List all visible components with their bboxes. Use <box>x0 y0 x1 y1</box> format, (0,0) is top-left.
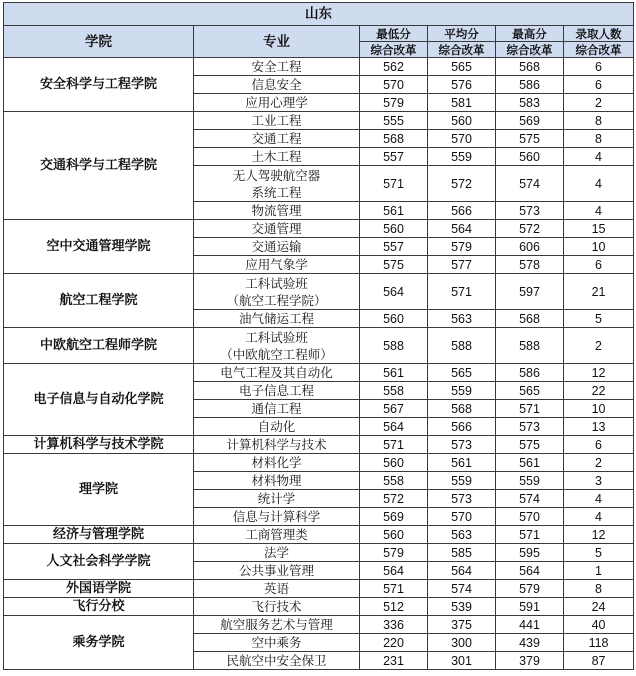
admitted-count-cell: 1 <box>564 562 634 580</box>
max-score-cell: 441 <box>496 616 564 634</box>
avg-score-cell: 564 <box>428 562 496 580</box>
admission-table-container <box>3 2 633 670</box>
major-cell: 交通管理 <box>194 220 360 238</box>
college-cell: 外国语学院 <box>4 580 194 598</box>
avg-score-cell: 570 <box>428 130 496 148</box>
admitted-count-cell: 2 <box>564 454 634 472</box>
min-score-cell: 575 <box>360 256 428 274</box>
major-cell: 应用心理学 <box>194 94 360 112</box>
min-score-cell: 561 <box>360 202 428 220</box>
max-score-cell: 578 <box>496 256 564 274</box>
table-row <box>4 220 634 238</box>
avg-score-cell: 585 <box>428 544 496 562</box>
max-score-cell: 568 <box>496 58 564 76</box>
min-score-cell: 560 <box>360 526 428 544</box>
admitted-count-cell: 3 <box>564 472 634 490</box>
min-score-cell: 572 <box>360 490 428 508</box>
admitted-count-cell: 13 <box>564 418 634 436</box>
avg-score-cell: 301 <box>428 652 496 670</box>
admitted-count-cell: 5 <box>564 310 634 328</box>
max-score-cell: 586 <box>496 76 564 94</box>
avg-score-cell: 375 <box>428 616 496 634</box>
avg-score-cell: 561 <box>428 454 496 472</box>
avg-score-cell: 568 <box>428 400 496 418</box>
admitted-count-cell: 6 <box>564 436 634 454</box>
major-cell: 材料物理 <box>194 472 360 490</box>
min-score-cell: 568 <box>360 130 428 148</box>
table-body <box>4 58 634 670</box>
max-score-cell: 574 <box>496 166 564 202</box>
max-score-cell: 583 <box>496 94 564 112</box>
max-score-cell: 559 <box>496 472 564 490</box>
college-cell: 人文社会科学学院 <box>4 544 194 580</box>
min-score-cell: 564 <box>360 274 428 310</box>
major-cell: 工科试验班 （航空工程学院） <box>194 274 360 310</box>
table-row <box>4 328 634 364</box>
max-score-cell: 591 <box>496 598 564 616</box>
table-title: 山东 <box>4 3 634 26</box>
min-score-cell: 579 <box>360 94 428 112</box>
table-row <box>4 544 634 562</box>
avg-score-cell: 565 <box>428 364 496 382</box>
avg-score-cell: 579 <box>428 238 496 256</box>
avg-score-header: 平均分 <box>428 26 496 42</box>
college-cell: 航空工程学院 <box>4 274 194 328</box>
major-cell: 工业工程 <box>194 112 360 130</box>
major-cell: 统计学 <box>194 490 360 508</box>
max-score-cell: 439 <box>496 634 564 652</box>
major-cell: 英语 <box>194 580 360 598</box>
min-score-cell: 555 <box>360 112 428 130</box>
min-score-cell: 220 <box>360 634 428 652</box>
max-score-cell: 579 <box>496 580 564 598</box>
table-row <box>4 58 634 76</box>
admitted-count-cell: 4 <box>564 202 634 220</box>
major-cell: 法学 <box>194 544 360 562</box>
major-cell: 飞行技术 <box>194 598 360 616</box>
avg-score-cell: 588 <box>428 328 496 364</box>
major-cell: 空中乘务 <box>194 634 360 652</box>
admitted-count-cell: 10 <box>564 238 634 256</box>
avg-score-cell: 559 <box>428 472 496 490</box>
max-score-cell: 568 <box>496 310 564 328</box>
max-score-cell: 572 <box>496 220 564 238</box>
avg-score-cell: 566 <box>428 418 496 436</box>
admitted-count-cell: 12 <box>564 526 634 544</box>
table-row <box>4 274 634 310</box>
min-score-cell: 562 <box>360 58 428 76</box>
major-cell: 自动化 <box>194 418 360 436</box>
major-cell: 工商管理类 <box>194 526 360 544</box>
min-score-cell: 557 <box>360 148 428 166</box>
min-score-cell: 564 <box>360 562 428 580</box>
admitted-count-cell: 2 <box>564 94 634 112</box>
max-score-header: 最高分 <box>496 26 564 42</box>
college-cell: 安全科学与工程学院 <box>4 58 194 112</box>
min-score-cell: 579 <box>360 544 428 562</box>
major-cell: 无人驾驶航空器 系统工程 <box>194 166 360 202</box>
avg-score-cell: 563 <box>428 526 496 544</box>
avg-score-cell: 574 <box>428 580 496 598</box>
admitted-count-cell: 8 <box>564 112 634 130</box>
max-score-cell: 606 <box>496 238 564 256</box>
avg-score-cell: 573 <box>428 490 496 508</box>
max-score-subheader: 综合改革 <box>496 42 564 58</box>
avg-score-cell: 564 <box>428 220 496 238</box>
max-score-cell: 588 <box>496 328 564 364</box>
min-score-cell: 560 <box>360 220 428 238</box>
admitted-count-cell: 8 <box>564 580 634 598</box>
min-score-cell: 557 <box>360 238 428 256</box>
table-row <box>4 364 634 382</box>
min-score-cell: 569 <box>360 508 428 526</box>
college-header: 学院 <box>4 26 194 58</box>
table-row <box>4 580 634 598</box>
college-cell: 计算机科学与技术学院 <box>4 436 194 454</box>
major-cell: 计算机科学与技术 <box>194 436 360 454</box>
admitted-count-cell: 4 <box>564 148 634 166</box>
max-score-cell: 570 <box>496 508 564 526</box>
admitted-count-cell: 4 <box>564 166 634 202</box>
avg-score-cell: 573 <box>428 436 496 454</box>
avg-score-cell: 563 <box>428 310 496 328</box>
max-score-cell: 560 <box>496 148 564 166</box>
major-cell: 信息与计算科学 <box>194 508 360 526</box>
major-cell: 物流管理 <box>194 202 360 220</box>
avg-score-cell: 539 <box>428 598 496 616</box>
college-cell: 飞行分校 <box>4 598 194 616</box>
min-score-cell: 561 <box>360 364 428 382</box>
max-score-cell: 571 <box>496 400 564 418</box>
min-score-cell: 571 <box>360 166 428 202</box>
major-cell: 电子信息工程 <box>194 382 360 400</box>
table-row <box>4 616 634 634</box>
major-cell: 信息安全 <box>194 76 360 94</box>
max-score-cell: 574 <box>496 490 564 508</box>
table-row <box>4 112 634 130</box>
college-cell: 电子信息与自动化学院 <box>4 364 194 436</box>
admitted-count-cell: 6 <box>564 58 634 76</box>
admitted-count-cell: 15 <box>564 220 634 238</box>
max-score-cell: 564 <box>496 562 564 580</box>
admitted-count-cell: 6 <box>564 256 634 274</box>
avg-score-subheader: 综合改革 <box>428 42 496 58</box>
major-cell: 土木工程 <box>194 148 360 166</box>
min-score-cell: 567 <box>360 400 428 418</box>
major-cell: 通信工程 <box>194 400 360 418</box>
table-row <box>4 436 634 454</box>
admitted-count-cell: 24 <box>564 598 634 616</box>
college-cell: 乘务学院 <box>4 616 194 670</box>
major-cell: 安全工程 <box>194 58 360 76</box>
avg-score-cell: 559 <box>428 382 496 400</box>
admitted-count-cell: 2 <box>564 328 634 364</box>
admitted-count-cell: 118 <box>564 634 634 652</box>
admitted-count-cell: 22 <box>564 382 634 400</box>
avg-score-cell: 570 <box>428 508 496 526</box>
avg-score-cell: 560 <box>428 112 496 130</box>
admitted-count-cell: 4 <box>564 490 634 508</box>
major-header: 专业 <box>194 26 360 58</box>
table-row <box>4 526 634 544</box>
admitted-count-header: 录取人数 <box>564 26 634 42</box>
min-score-cell: 558 <box>360 472 428 490</box>
min-score-cell: 560 <box>360 310 428 328</box>
admitted-count-cell: 4 <box>564 508 634 526</box>
avg-score-cell: 565 <box>428 58 496 76</box>
min-score-cell: 571 <box>360 436 428 454</box>
major-cell: 航空服务艺术与管理 <box>194 616 360 634</box>
major-cell: 交通运输 <box>194 238 360 256</box>
major-cell: 交通工程 <box>194 130 360 148</box>
major-cell: 民航空中安全保卫 <box>194 652 360 670</box>
max-score-cell: 573 <box>496 202 564 220</box>
college-cell: 空中交通管理学院 <box>4 220 194 274</box>
college-cell: 经济与管理学院 <box>4 526 194 544</box>
avg-score-cell: 576 <box>428 76 496 94</box>
avg-score-cell: 581 <box>428 94 496 112</box>
major-cell: 工科试验班 （中欧航空工程师） <box>194 328 360 364</box>
max-score-cell: 595 <box>496 544 564 562</box>
admitted-count-cell: 12 <box>564 364 634 382</box>
major-cell: 公共事业管理 <box>194 562 360 580</box>
admitted-count-cell: 5 <box>564 544 634 562</box>
min-score-header: 最低分 <box>360 26 428 42</box>
min-score-cell: 558 <box>360 382 428 400</box>
college-cell: 理学院 <box>4 454 194 526</box>
major-cell: 材料化学 <box>194 454 360 472</box>
max-score-cell: 597 <box>496 274 564 310</box>
min-score-cell: 512 <box>360 598 428 616</box>
min-score-cell: 231 <box>360 652 428 670</box>
max-score-cell: 573 <box>496 418 564 436</box>
min-score-cell: 564 <box>360 418 428 436</box>
avg-score-cell: 300 <box>428 634 496 652</box>
college-cell: 中欧航空工程师学院 <box>4 328 194 364</box>
avg-score-cell: 571 <box>428 274 496 310</box>
avg-score-cell: 577 <box>428 256 496 274</box>
min-score-cell: 570 <box>360 76 428 94</box>
max-score-cell: 571 <box>496 526 564 544</box>
admission-scores-table <box>3 2 634 670</box>
min-score-cell: 588 <box>360 328 428 364</box>
major-cell: 电气工程及其自动化 <box>194 364 360 382</box>
admitted-count-cell: 10 <box>564 400 634 418</box>
max-score-cell: 575 <box>496 436 564 454</box>
college-cell: 交通科学与工程学院 <box>4 112 194 220</box>
min-score-subheader: 综合改革 <box>360 42 428 58</box>
avg-score-cell: 566 <box>428 202 496 220</box>
table-row <box>4 454 634 472</box>
admitted-count-cell: 40 <box>564 616 634 634</box>
max-score-cell: 575 <box>496 130 564 148</box>
max-score-cell: 561 <box>496 454 564 472</box>
major-cell: 应用气象学 <box>194 256 360 274</box>
admitted-count-cell: 21 <box>564 274 634 310</box>
min-score-cell: 571 <box>360 580 428 598</box>
admitted-count-subheader: 综合改革 <box>564 42 634 58</box>
major-cell: 油气储运工程 <box>194 310 360 328</box>
table-row <box>4 598 634 616</box>
max-score-cell: 565 <box>496 382 564 400</box>
min-score-cell: 336 <box>360 616 428 634</box>
admitted-count-cell: 8 <box>564 130 634 148</box>
admitted-count-cell: 6 <box>564 76 634 94</box>
min-score-cell: 560 <box>360 454 428 472</box>
admitted-count-cell: 87 <box>564 652 634 670</box>
max-score-cell: 379 <box>496 652 564 670</box>
avg-score-cell: 572 <box>428 166 496 202</box>
avg-score-cell: 559 <box>428 148 496 166</box>
max-score-cell: 586 <box>496 364 564 382</box>
max-score-cell: 569 <box>496 112 564 130</box>
